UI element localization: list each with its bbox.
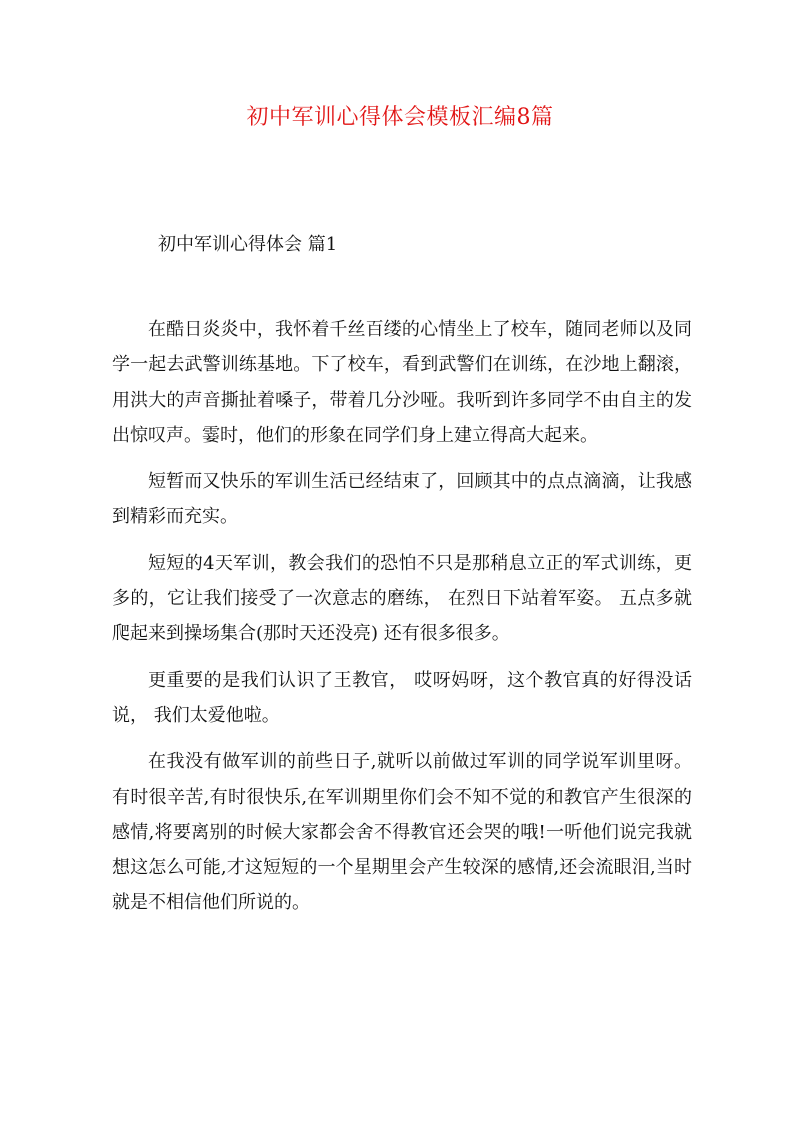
document-body <box>112 312 692 932</box>
section-heading: 初中军训心得体会 篇1 <box>158 234 338 255</box>
paragraph-1: 在酷日炎炎中，我怀着千丝百缕的心情坐上了校车，随同老师以及同学一起去武警训练基地。下了校车，看到武警们在训练，在沙地上翻滚，用洪大的声音撕扯着嗓子，带着几分沙哑。我听到许多同学不由自主的发出惊叹声。霎时，他们的形象在同学们身上建立得高大起来。 <box>112 319 692 446</box>
paragraph-5: 在我没有做军训的前些日子,就听以前做过军训的同学说军训里呀。有时很辛苦,有时很快乐,在军训期里你们会不知不觉的和教官产生很深的感情,将要离别的时候大家都会舍不得教官还会哭的哦!一听他们说完我就想这怎么可能,才这短短的一个星期里会产生较深的感情,还会流眼泪,当时就是不相信他们所说的。 <box>112 751 692 914</box>
paragraph-4: 更重要的是我们认识了王教官， 哎呀妈呀，这个教官真的好得没话说， 我们太爱他啦。 <box>112 669 692 726</box>
document-title: 初中军训心得体会模板汇编8篇 <box>246 105 554 130</box>
paragraph-3: 短短的4天军训，教会我们的恐怕不只是那稍息立正的军式训练，更多的，它让我们接受了一次意志的磨练， 在烈日下站着军姿。 五点多就爬起来到操场集合(那时天还没亮) 还有很多很多。 <box>112 552 692 645</box>
paragraph-2: 短暂而又快乐的军训生活已经结束了，回顾其中的点点滴滴，让我感到精彩而充实。 <box>112 471 692 528</box>
